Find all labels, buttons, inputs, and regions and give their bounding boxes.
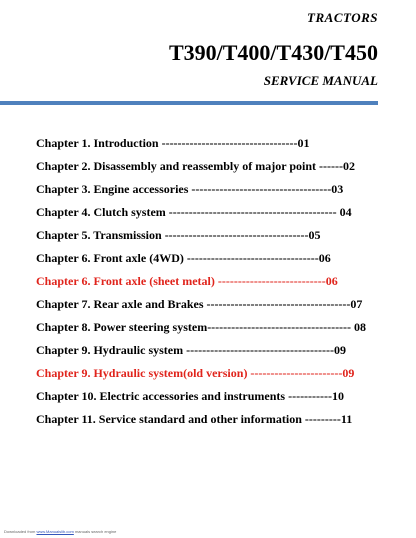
toc-entry-chapter-3[interactable]: Chapter 3. Engine accessories -----------------------------------03 (36, 182, 344, 196)
footer-prefix: Downloaded from (4, 529, 36, 534)
toc-entry-chapter-5[interactable]: Chapter 5. Transmission ------------------------------------05 (36, 228, 321, 242)
toc-entry-chapter-4[interactable]: Chapter 4. Clutch system ------------------------------------------ 04 (36, 205, 352, 219)
toc-entry-chapter-11[interactable]: Chapter 11. Service standard and other information ---------11 (36, 412, 353, 426)
model-title: T390/T400/T430/T450 (168, 40, 378, 65)
footer-suffix: manuals search engine (74, 529, 117, 534)
toc-entry-chapter-8[interactable]: Chapter 8. Power steering system------------------------------------ 08 (36, 320, 367, 334)
header-divider (0, 101, 378, 105)
toc-entry-chapter-10[interactable]: Chapter 10. Electric accessories and instruments -----------10 (36, 389, 345, 403)
table-of-contents (36, 135, 368, 434)
manual-type-label: SERVICE MANUAL (263, 73, 378, 88)
footer-link[interactable]: www.Manualslib.com (36, 529, 74, 534)
toc-entry-chapter-6-sheet-metal[interactable]: Chapter 6. Front axle (sheet metal) ---------------------------06 (36, 274, 338, 288)
toc-entry-chapter-1[interactable]: Chapter 1. Introduction ----------------------------------01 (36, 136, 310, 150)
category-label: TRACTORS (307, 10, 378, 25)
download-footer (4, 529, 116, 534)
toc-entry-chapter-9-old-version[interactable]: Chapter 9. Hydraulic system(old version) -----------------------09 (36, 366, 355, 380)
toc-entry-chapter-2[interactable]: Chapter 2. Disassembly and reassembly of major point ------02 (36, 159, 355, 173)
toc-entry-chapter-6-4wd[interactable]: Chapter 6. Front axle (4WD) ---------------------------------06 (36, 251, 331, 265)
toc-entry-chapter-7[interactable]: Chapter 7. Rear axle and Brakes ------------------------------------07 (36, 297, 363, 311)
toc-entry-chapter-9[interactable]: Chapter 9. Hydraulic system -------------------------------------09 (36, 343, 346, 357)
